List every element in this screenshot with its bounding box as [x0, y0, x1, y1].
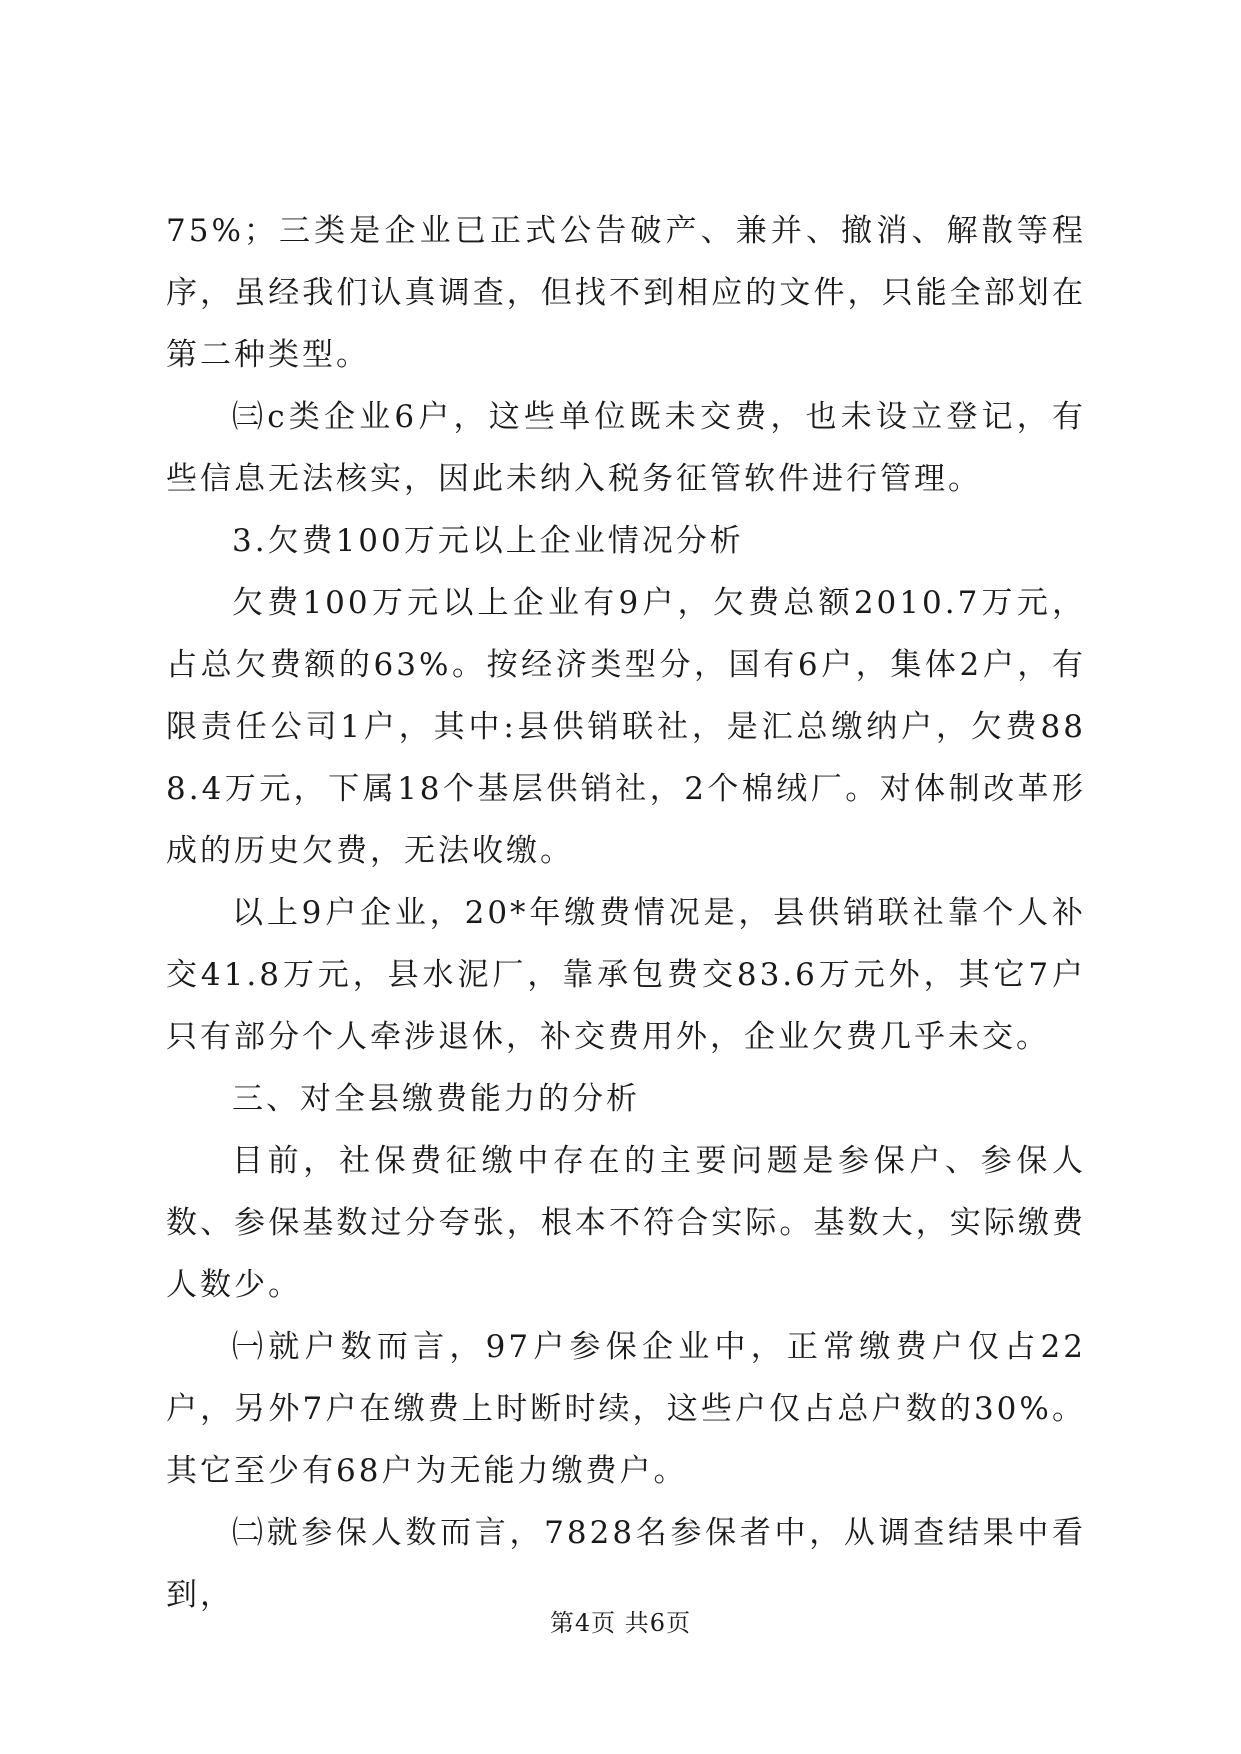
paragraph: ㈠就户数而言，97户参保企业中，正常缴费户仅占22户，另外7户在缴费上时断时续，这些户仅占总户数的30%。其它至少有68户为无能力缴费户。: [166, 1329, 1086, 1489]
paragraph: 欠费100万元以上企业有9户，欠费总额2010.7万元，占总欠费额的63%。按经济类型分，国有6户，集体2户，有限责任公司1户，其中:县供销联社，是汇总缴纳户，欠费888.4万元，下属18个基层供销社，2个棉绒厂。对体制改革形成的历史欠费，无法收缴。: [166, 585, 1086, 869]
section-heading: 三、对全县缴费能力的分析: [232, 1081, 640, 1117]
page-footer: 第4页 共6页: [549, 1609, 692, 1637]
paragraph: ㈢c类企业6户，这些单位既未交费，也未设立登记，有些信息无法核实，因此未纳入税务征管软件进行管理。: [166, 399, 1086, 497]
paragraph: 75%；三类是企业已正式公告破产、兼并、撤消、解散等程序，虽经我们认真调查，但找不到相应的文件，只能全部划在第二种类型。: [166, 213, 1086, 373]
paragraph: 以上9户企业，20*年缴费情况是，县供销联社靠个人补交41.8万元，县水泥厂，靠承包费交83.6万元外，其它7户只有部分个人牵涉退休，补交费用外，企业欠费几乎未交。: [166, 895, 1086, 1055]
document-body: [166, 200, 1086, 1626]
paragraph: 目前，社保费征缴中存在的主要问题是参保户、参保人数、参保基数过分夸张，根本不符合实际。基数大，实际缴费人数少。: [166, 1143, 1086, 1303]
section-heading: 3.欠费100万元以上企业情况分析: [232, 523, 744, 559]
paragraph: ㈡就参保人数而言，7828名参保者中，从调查结果中看到，: [166, 1515, 1086, 1613]
